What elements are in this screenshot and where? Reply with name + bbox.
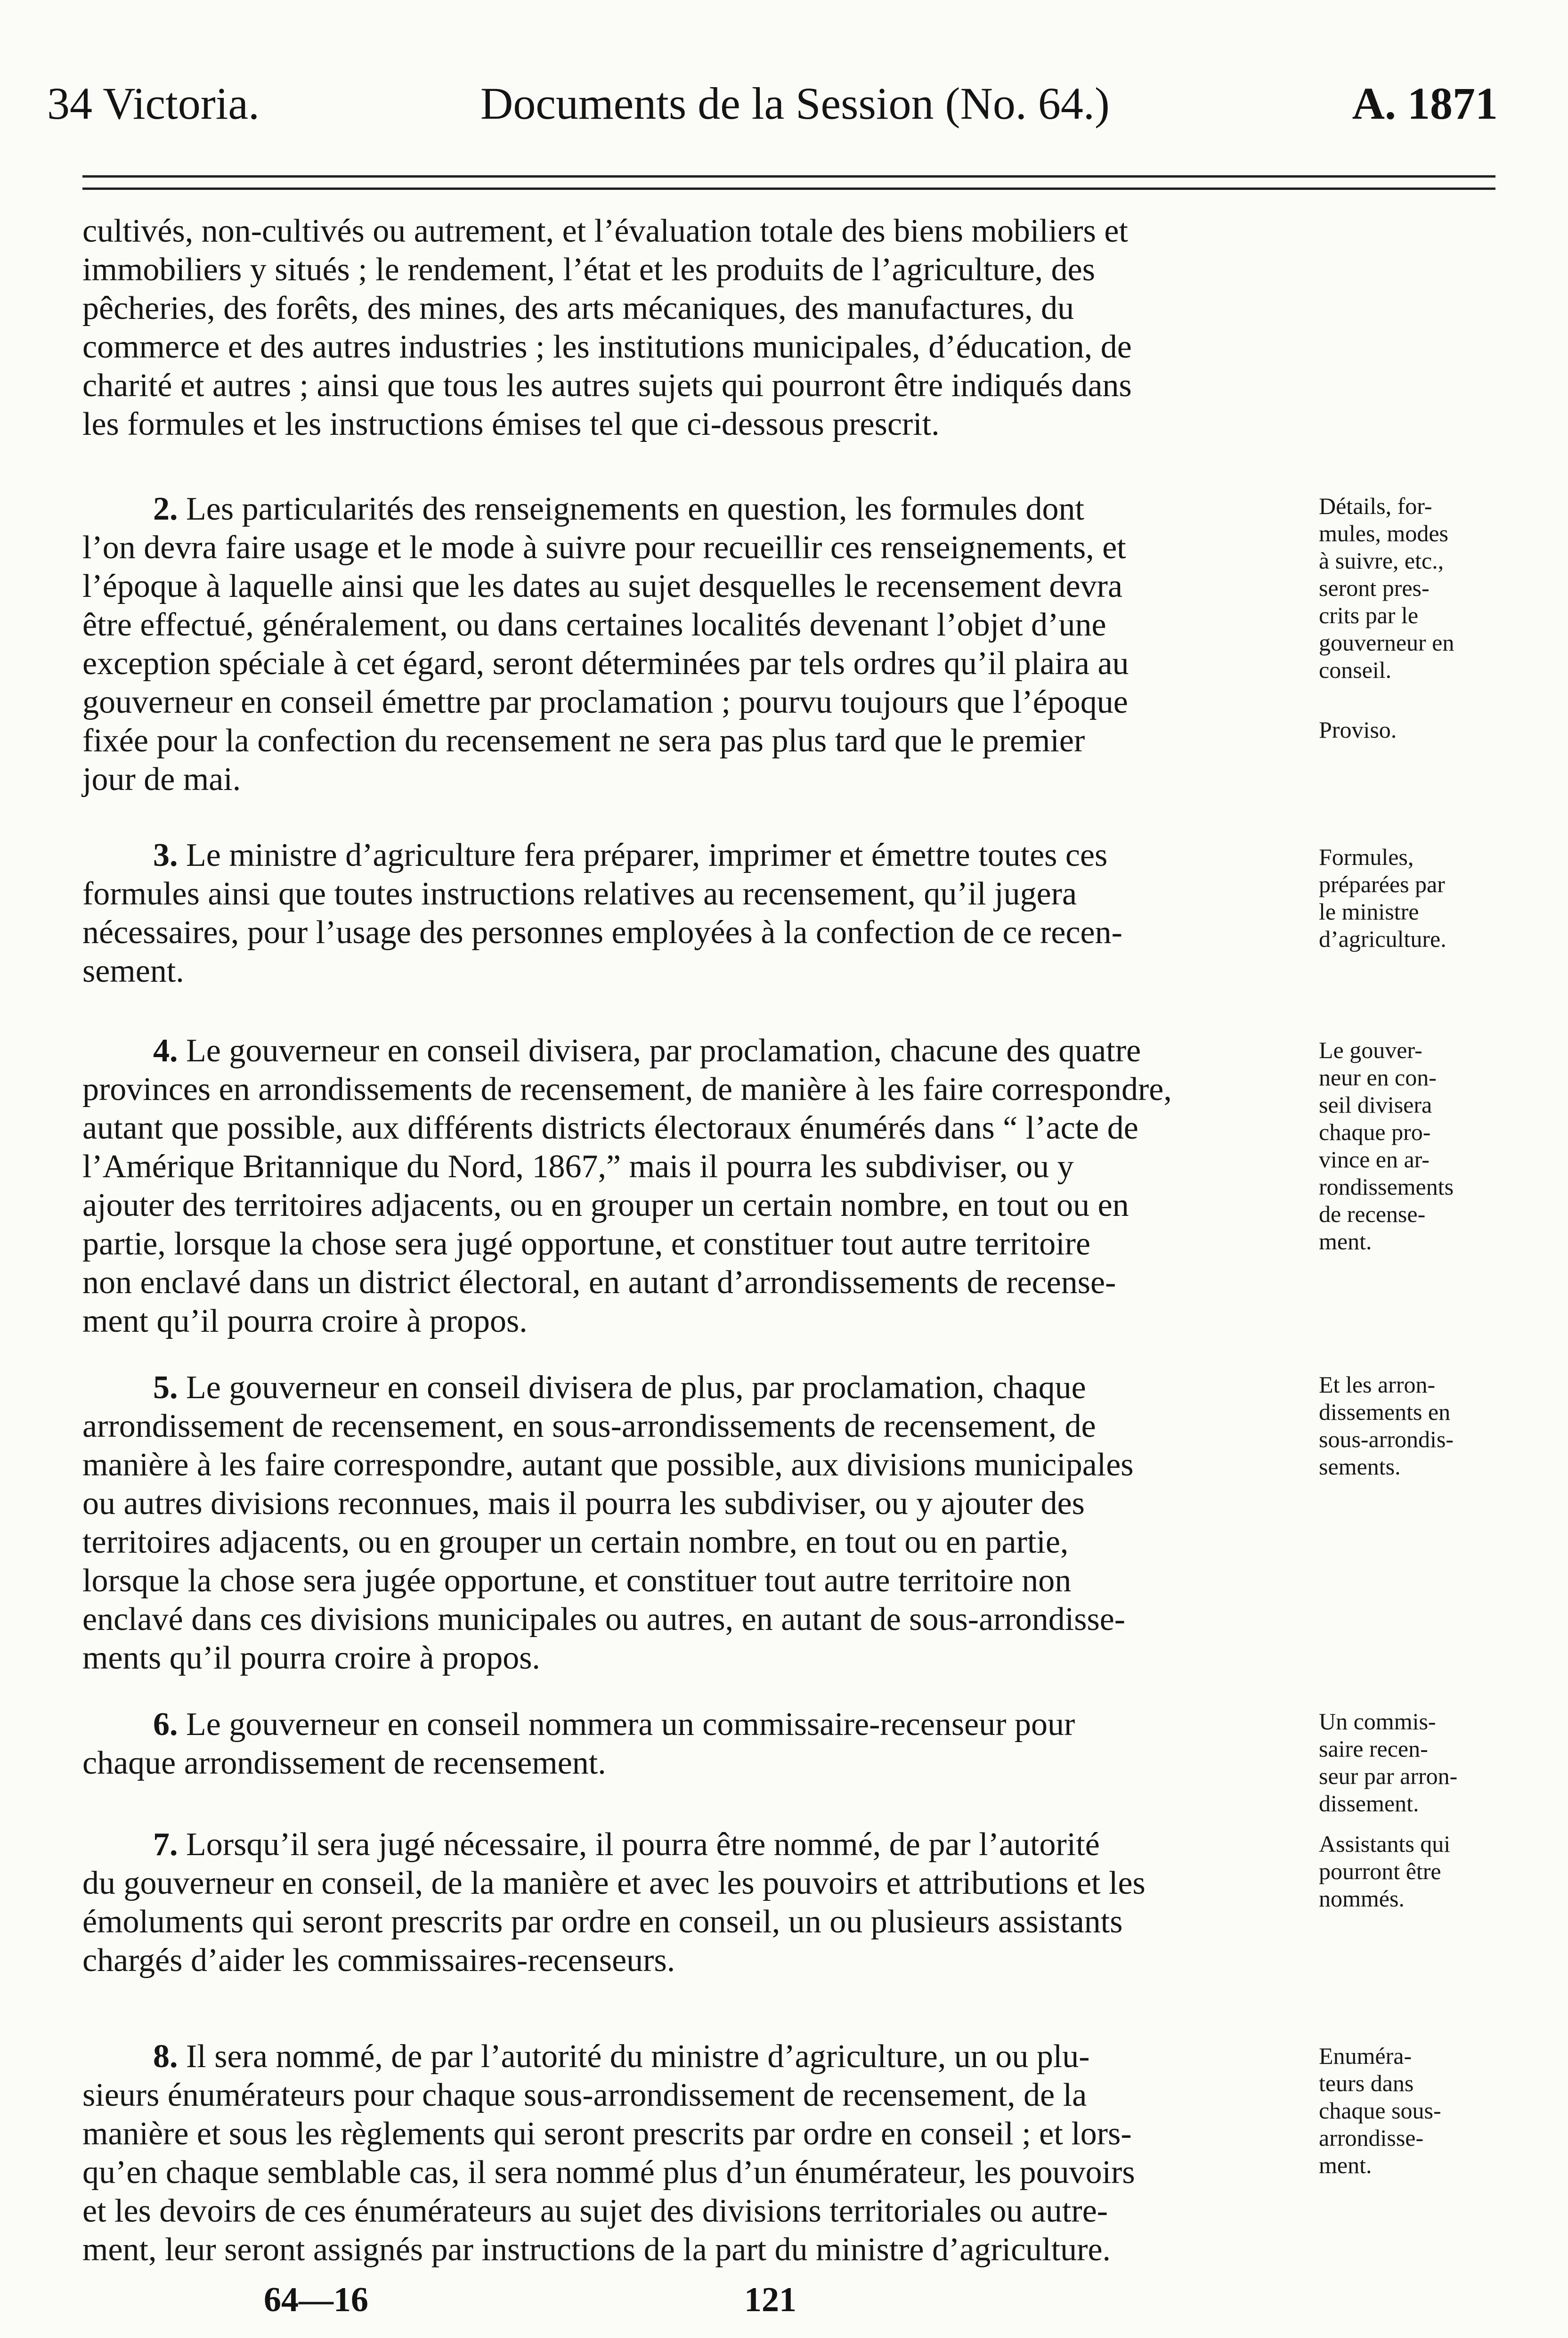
paragraph-4: 4. Le gouverneur en conseil divisera, par proclamation, chacune des quatre provinces en arrondissements de recensement, de manière à les faire correspondre, autant que possible, aux différents districts électoraux énumérés dans “ l’acte de l’Amérique Britannique du Nord, 1867,” mais il pourra les subdiviser, ou y ajouter des territoires adjacents, ou en grouper un certain nombre, en tout ou en partie, lorsque la chose sera jugé opportune, et constituer tout autre territoire non enclavé dans un district électoral, en autant d’arrondissements de recense- ment qu’il pourra croire à propos. bbox=[82, 1033, 1172, 1339]
running-header bbox=[47, 71, 1498, 137]
paragraph-3: 3. Le ministre d’agriculture fera préparer, imprimer et émettre toutes ces formules ainsi que toutes instructions relatives au recensement, qu’il jugera nécessaires, pour l’usage des personnes employées à la confection de ce recen- sement. bbox=[82, 837, 1122, 989]
header-rule-bottom bbox=[82, 187, 1495, 190]
section-number: 4. bbox=[153, 1033, 178, 1069]
margin-note-arrondissements: Le gouver- neur en con- seil divisera chaque pro- vince en ar- rondissements de recense- ment. bbox=[1319, 1037, 1454, 1255]
margin-note-sous-arrondissements: Et les arron- dissements en sous-arrondis- sements. bbox=[1319, 1371, 1454, 1480]
page-number: 121 bbox=[744, 2281, 796, 2319]
header-year: A. 1871 bbox=[1352, 78, 1498, 129]
margin-note-enumerateurs: Enuméra- teurs dans chaque sous- arrondisse- ment. bbox=[1319, 2043, 1441, 2178]
section-number: 2. bbox=[153, 491, 178, 527]
margin-note-formules: Formules, préparées par le ministre d’agriculture. bbox=[1319, 844, 1446, 952]
margin-note-assistants: Assistants qui pourront être nommés. bbox=[1319, 1831, 1451, 1912]
paragraph-continuation: cultivés, non-cultivés ou autrement, et l’évaluation totale des biens mobiliers et immobiliers y situés ; le rendement, l’état et les produits de l’agriculture, des pêcheries, des forêts, des mines, des arts mécaniques, des manufactures, du commerce et des autres industries ; les institutions municipales, d’éducation, de charité et autres ; ainsi que tous les autres sujets qui pourront être indiqués dans les formules et les instructions émises tel que ci-dessous prescrit. bbox=[82, 213, 1132, 442]
margin-note-commissaire: Un commis- saire recen- seur par arron- dissement. bbox=[1319, 1708, 1458, 1817]
section-number: 7. bbox=[153, 1826, 178, 1863]
section-number: 8. bbox=[153, 2038, 178, 2075]
paragraph-8: 8. Il sera nommé, de par l’autorité du ministre d’agriculture, un ou plu- sieurs énumérateurs pour chaque sous-arrondissement de recensement, de la manière et sous les règlements qui seront prescrits par ordre en conseil ; et lors- qu’en chaque semblable cas, il sera nommé plus d’un énumérateur, les pouvoirs et les devoirs de ces énumérateurs au sujet des divisions territoriales ou autre- ment, leur seront assignés par instructions de la part du ministre d’agriculture. bbox=[82, 2038, 1135, 2268]
paragraph-7: 7. Lorsqu’il sera jugé nécessaire, il pourra être nommé, de par l’autorité du gouverneur en conseil, de la manière et avec les pouvoirs et attributions et les émoluments qui seront prescrits par ordre en conseil, un ou plusieurs assistants chargés d’aider les commissaires-recenseurs. bbox=[82, 1826, 1146, 1979]
header-document-title: Documents de la Session (No. 64.) bbox=[480, 78, 1110, 129]
section-number: 5. bbox=[153, 1369, 178, 1406]
signature-mark: 64—16 bbox=[264, 2281, 368, 2319]
section-number: 3. bbox=[153, 837, 178, 873]
margin-note-details: Détails, for- mules, modes à suivre, etc., seront pres- crits par le gouverneur en conseil. bbox=[1319, 493, 1454, 683]
paragraph-6: 6. Le gouverneur en conseil nommera un commissaire-recenseur pour chaque arrondissement de recensement. bbox=[82, 1706, 1075, 1781]
margin-note-proviso: Proviso. bbox=[1319, 717, 1397, 743]
header-rule-top bbox=[82, 175, 1495, 178]
paragraph-2: 2. Les particularités des renseignements en question, les formules dont l’on devra faire usage et le mode à suivre pour recueillir ces renseignements, et l’époque à laquelle ainsi que les dates au sujet desquelles le recensement devra être effectué, généralement, ou dans certaines localités devenant l’objet d’une exception spéciale à cet égard, seront déterminées par tels ordres qu’il plaira au gouverneur en conseil émettre par proclamation ; pourvu toujours que l’époque fixée pour la confection du recensement ne sera pas plus tard que le premier jour de mai. bbox=[82, 491, 1129, 798]
header-session-volume: 34 Victoria. bbox=[47, 78, 260, 129]
paragraph-5: 5. Le gouverneur en conseil divisera de plus, par proclamation, chaque arrondissement de recensement, en sous-arrondissements de recensement, de manière à les faire correspondre, autant que possible, aux divisions municipales ou autres divisions reconnues, mais il pourra les subdiviser, ou y ajouter des territoires adjacents, ou en grouper un certain nombre, en tout ou en partie, lorsque la chose sera jugée opportune, et constituer tout autre territoire non enclavé dans ces divisions municipales ou autres, en autant de sous-arrondisse- ments qu’il pourra croire à propos. bbox=[82, 1369, 1134, 1676]
section-number: 6. bbox=[153, 1706, 178, 1743]
